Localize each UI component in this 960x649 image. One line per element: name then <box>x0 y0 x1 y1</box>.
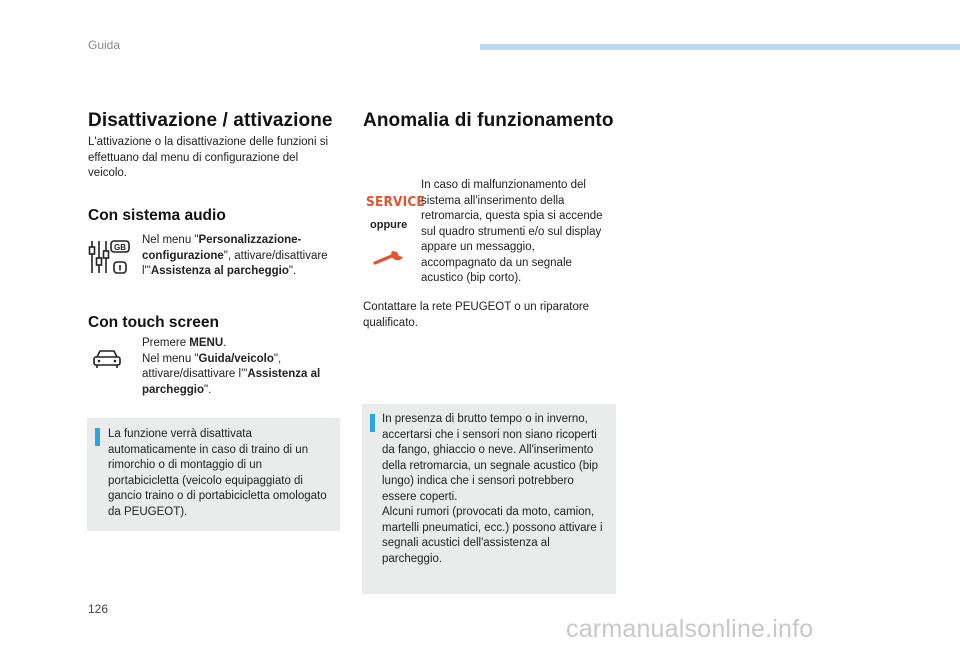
oppure-label: oppure <box>370 219 408 231</box>
intro-text: L'attivazione o la disattivazione delle funzioni si effettuano dal menu di configurazione del veicolo. <box>88 136 329 179</box>
audio-instructions: Nel menu "Personalizzazione-configurazione", attivare/disattivare l'"Assistenza al parcheggio". <box>142 234 328 277</box>
section-label: Guida <box>88 38 121 52</box>
car-icon <box>91 348 123 370</box>
contact-text: Contattare la rete PEUGEOT o un riparatore qualificato. <box>363 301 590 329</box>
wrench-icon <box>372 246 408 268</box>
gb-label: GB <box>114 243 126 252</box>
header-accent-bar <box>480 44 960 50</box>
section-title-deactivation: Disattivazione / attivazione <box>88 110 333 131</box>
heading-touch-screen: Con touch screen <box>88 314 219 331</box>
info-icon <box>95 428 100 446</box>
note-box-sensors <box>362 404 616 594</box>
section-title-malfunction: Anomalia di funzionamento <box>363 110 614 131</box>
note-sensors-text: In presenza di brutto tempo o in inverno, accertarsi che i sensori non siano ricoperti da fango, ghiaccio o neve. All'inserimento della retromarcia, un segnale acustico (bip lungo) indica che i sensori potrebbero essere coperti. Alcuni rumori (provocati da moto, camion, martelli pneumatici, ecc.) possono attivare i segnali acustici dell'assistenza al parcheggio. <box>382 413 603 565</box>
page-number: 126 <box>88 602 109 616</box>
info-icon <box>370 414 375 432</box>
note-box-towing <box>87 418 340 531</box>
service-warning-icon: SERVICE <box>366 194 425 210</box>
malfunction-text: In caso di malfunzionamento del sistema all'inserimento della retromarcia, questa spia si accende sul quadro strumenti e/o sul display appare un messaggio, accompagnato da un segnale acustico (bip corto). <box>421 179 603 284</box>
watermark: carmanualsonline.info <box>566 615 814 643</box>
note-towing-text: La funzione verrà disattivata automaticamente in caso di traino di un rimorchio o di montaggio di un portabicicletta (veicolo equipaggiato di gancio traino o di portabicicletta omologato da PEUGEOT). <box>108 428 327 518</box>
heading-audio-system: Con sistema audio <box>88 207 226 224</box>
touch-instructions: Premere MENU. Nel menu "Guida/veicolo", attivare/disattivare l'"Assistenza al parcheggio". <box>142 337 321 396</box>
audio-settings-icon <box>88 238 132 276</box>
